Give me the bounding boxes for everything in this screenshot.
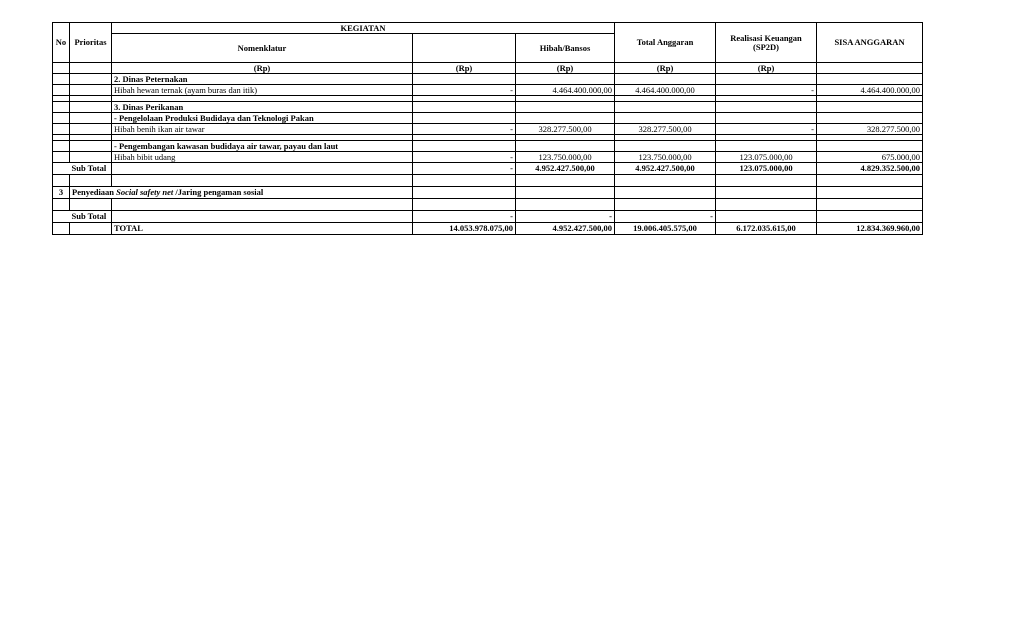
hibah-benih-realisasi: - xyxy=(716,124,817,135)
subtotal-2-col1: - xyxy=(413,211,516,223)
hibah-ternak-total: 4.464.400.000,00 xyxy=(615,85,716,96)
header-nomenklatur: Nomenklatur xyxy=(112,34,413,63)
table-row xyxy=(53,85,923,96)
subtotal-1-total: 4.952.427.500,00 xyxy=(615,163,716,175)
total-label: TOTAL xyxy=(112,223,413,235)
table-row xyxy=(53,152,923,163)
hibah-ternak-label: Hibah hewan ternak (ayam buras dan itik) xyxy=(112,85,413,96)
table-row xyxy=(53,124,923,135)
table-row xyxy=(53,74,923,85)
budget-table xyxy=(52,22,923,235)
dinas-perikanan-label xyxy=(112,102,413,113)
total-row xyxy=(53,223,923,235)
hibah-ternak-col1: - xyxy=(413,85,516,96)
subtotal-1-sisa: 4.829.352.500,00 xyxy=(817,163,923,175)
hibah-benih-total: 328.277.500,00 xyxy=(615,124,716,135)
unit-total: (Rp) xyxy=(615,63,716,74)
section-3-italic: Social safety net xyxy=(116,187,174,197)
header-realisasi-line2: (SP2D) xyxy=(753,41,779,52)
table-row xyxy=(53,102,923,113)
hibah-benih-col1: - xyxy=(413,124,516,135)
total-total: 19.006.405.575,00 xyxy=(615,223,716,235)
sub-kegiatan-1-dash: - xyxy=(114,112,117,123)
sub-kegiatan-2-dash: - xyxy=(114,140,117,151)
dinas-peternakan-name: Dinas Peternakan xyxy=(122,73,188,84)
hibah-ternak-sisa: 4.464.400.000,00 xyxy=(817,85,923,96)
unit-row xyxy=(53,63,923,74)
table-row xyxy=(53,187,923,199)
table-row xyxy=(53,113,923,124)
unit-hibah: (Rp) xyxy=(516,63,615,74)
header-hibah-bansos: Hibah/Bansos xyxy=(516,34,615,63)
header-kegiatan: KEGIATAN xyxy=(112,23,615,34)
section-3-prefix: Penyediaan xyxy=(72,187,117,197)
sub-kegiatan-2-name: Pengembangan kawasan budidaya air tawar, payau dan laut xyxy=(118,140,339,151)
total-realisasi: 6.172.035.615,00 xyxy=(716,223,817,235)
table-row xyxy=(53,141,923,152)
header-prioritas: Prioritas xyxy=(70,23,112,63)
section-3-no: 3 xyxy=(53,187,70,199)
sub-kegiatan-1 xyxy=(112,113,413,124)
total-sisa: 12.834.369.960,00 xyxy=(817,223,923,235)
hibah-benih-sisa: 328.277.500,00 xyxy=(817,124,923,135)
hibah-benih-label: Hibah benih ikan air tawar xyxy=(112,124,413,135)
subtotal-2-hibah: - xyxy=(516,211,615,223)
section-3-title xyxy=(70,187,413,199)
subtotal-2-label: Sub Total xyxy=(70,211,112,223)
hibah-udang-total: 123.750.000,00 xyxy=(615,152,716,163)
subtotal-row-2 xyxy=(53,211,923,223)
subtotal-2-total: - xyxy=(615,211,716,223)
hibah-udang-hibah: 123.750.000,00 xyxy=(516,152,615,163)
dinas-perikanan-name: Dinas Perikanan xyxy=(122,101,184,112)
unit-col1: (Rp) xyxy=(413,63,516,74)
hibah-benih-hibah: 328.277.500,00 xyxy=(516,124,615,135)
spacer-row xyxy=(53,199,923,211)
unit-realisasi: (Rp) xyxy=(716,63,817,74)
header-realisasi xyxy=(716,23,817,63)
dinas-perikanan-num: 3. xyxy=(114,101,121,112)
sub-kegiatan-1-name: Pengelolaan Produksi Budidaya dan Teknologi Pakan xyxy=(118,112,314,123)
total-hibah: 4.952.427.500,00 xyxy=(516,223,615,235)
header-row-1 xyxy=(53,23,923,34)
header-empty-col xyxy=(413,34,516,63)
dinas-peternakan-label xyxy=(112,74,413,85)
hibah-udang-label: Hibah bibit udang xyxy=(112,152,413,163)
subtotal-1-col1: - xyxy=(413,163,516,175)
subtotal-row-1 xyxy=(53,163,923,175)
header-no: No xyxy=(53,23,70,63)
subtotal-1-hibah: 4.952.427.500,00 xyxy=(516,163,615,175)
hibah-ternak-realisasi: - xyxy=(716,85,817,96)
spacer-row xyxy=(53,175,923,187)
dinas-peternakan-num: 2. xyxy=(114,73,121,84)
subtotal-1-realisasi: 123.075.000,00 xyxy=(716,163,817,175)
header-sisa-anggaran: SISA ANGGARAN xyxy=(817,23,923,63)
sub-kegiatan-2 xyxy=(112,141,413,152)
hibah-udang-col1: - xyxy=(413,152,516,163)
unit-nomenklatur: (Rp) xyxy=(112,63,413,74)
header-realisasi-line1: Realisasi Keuangan xyxy=(730,32,802,43)
hibah-ternak-hibah: 4.464.400.000,00 xyxy=(516,85,615,96)
header-total-anggaran: Total Anggaran xyxy=(615,23,716,63)
section-3-suffix: /Jaring pengaman sosial xyxy=(173,187,264,197)
hibah-udang-realisasi: 123.075.000,00 xyxy=(716,152,817,163)
total-col1: 14.053.978.075,00 xyxy=(413,223,516,235)
subtotal-1-label: Sub Total xyxy=(70,163,112,175)
hibah-udang-sisa: 675.000,00 xyxy=(817,152,923,163)
